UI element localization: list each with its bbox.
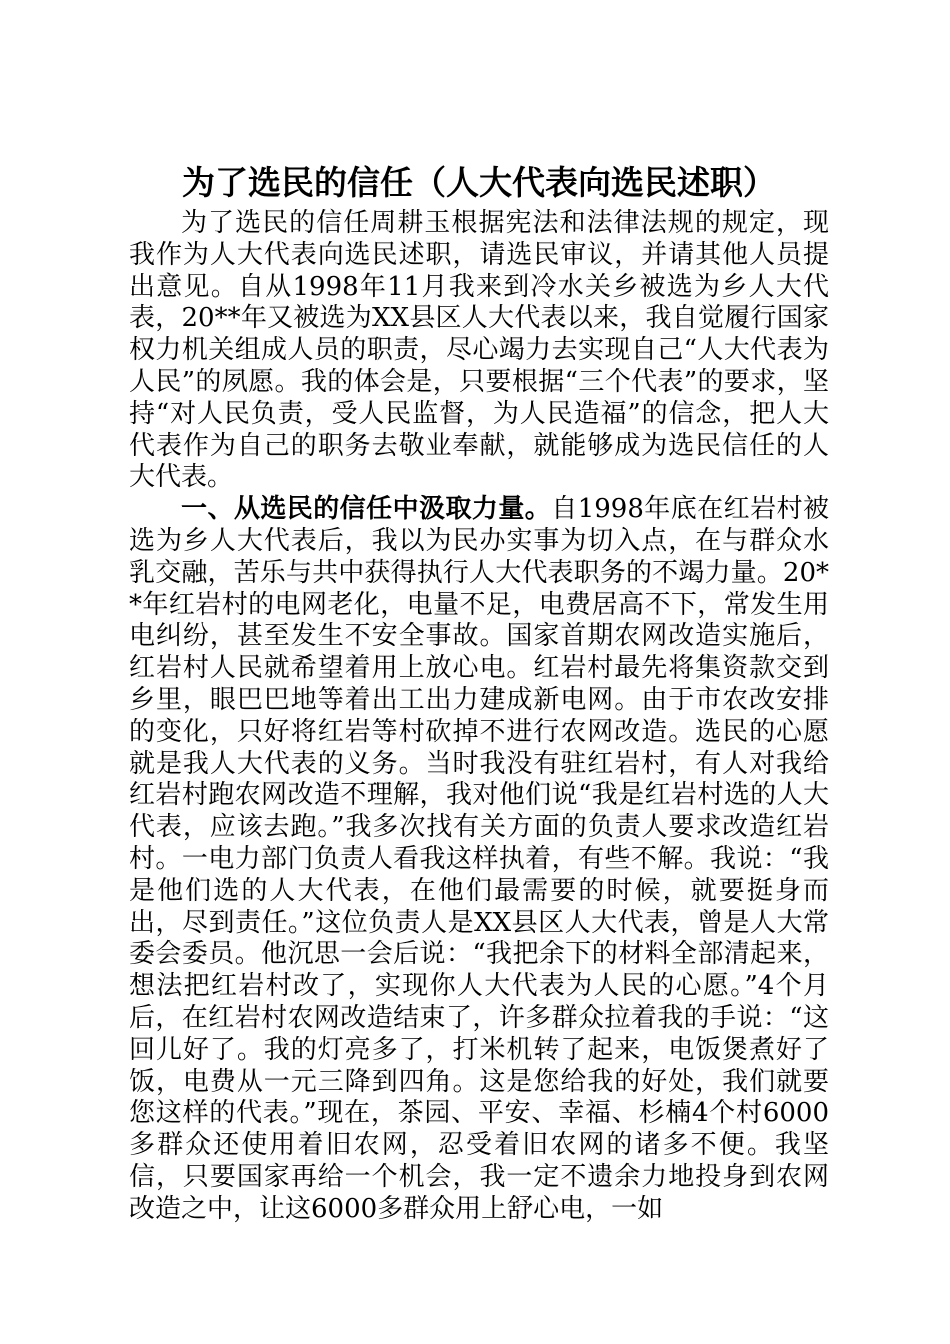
section-1-body: 自1998年底在红岩村被选为乡人大代表后，我以为民办实事为切入点，在与群众水乳交融，苦乐与共中获得执行人大代表职务的不竭力量。20**年红岩村的电网老化，电量不足，电费居高不下，常发生用电纠纷，甚至发生不安全事故。国家首期农网改造实施后，红岩村人民就希望着用上放心电。红岩村最先将集资款交到乡里，眼巴巴地等着出工出力建成新电网。由于市农改安排的变化，只好将红岩等村砍掉不进行农网改造。选民的心愿就是我人大代表的义务。当时我没有驻红岩村，有人对我给红岩村跑农网改造不理解，我对他们说“我是红岩村选的人大代表，应该去跑。”我多次找有关方面的负责人要求改造红岩村。一电力部门负责人看我这样执着，有些不解。我说：“我是他们选的人大代表，在他们最需要的时候，就要挺身而出，尽到责任。”这位负责人是XX县区人大代表，曾是人大常委会委员。他沉思一会后说：“我把余下的材料全部清起来，想法把红岩村改了，实现你人大代表为人民的心愿。”4个月后，在红岩村农网改造结束了，许多群众拉着我的手说：“这回儿好了。我的灯亮多了，打米机转了起来，电饭煲煮好了饭，电费从一元三降到四角。这是您给我的好处，我们就要您这样的代表。”现在，茶园、平安、幸福、杉楠4个村6000多群众还使用着旧农网，忍受着旧农网的诸多不便。我坚信，只要国家再给一个机会，我一定不遗余力地投身到农网改造之中，让这6000多群众用上舒心电，一如 [129,494,829,1224]
intro-paragraph: 为了选民的信任周耕玉根据宪法和法律法规的规定，现我作为人大代表向选民述职，请选民审议，并请其他人员提出意见。自从1998年11月我来到冷水关乡被选为乡人大代表，20**年又被选为XX县区人大代表以来，我自觉履行国家权力机关组成人员的职责，尽心竭力去实现自己“人大代表为人民”的夙愿。我的体会是，只要根据“三个代表”的要求，坚持“对人民负责，受人民监督，为人民造福”的信念，把人大代表作为自己的职务去敬业奉献，就能够成为选民信任的人大代表。 [129,208,829,493]
document-title: 为了选民的信任（人大代表向选民述职） [182,163,776,202]
section-1-heading: 一、从选民的信任中汲取力量。 [181,494,552,525]
document-page [129,160,829,1226]
section-1-paragraph [129,494,829,1225]
